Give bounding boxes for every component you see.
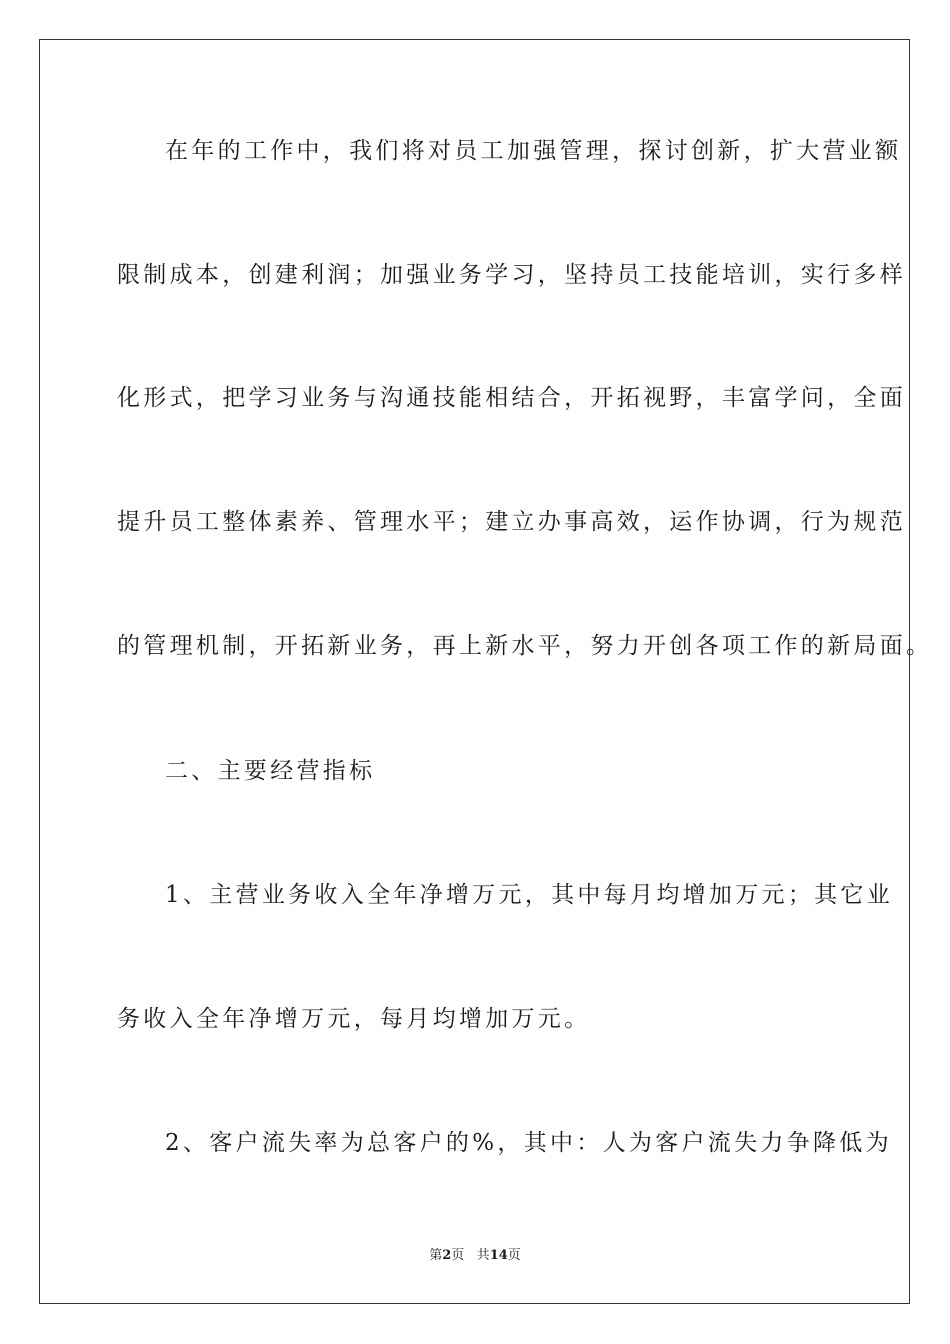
paragraph-line: 提升员工整体素养、管理水平；建立办事高效，运作协调，行为规范 [117,509,906,535]
total-pages: 14 [489,1248,508,1263]
paragraph-line: 1、主营业务收入全年净增万元，其中每月均增加万元；其它业 [165,882,894,908]
paragraph-line: 的管理机制，开拓新业务，再上新水平，努力开创各项工作的新局面。 [117,633,933,659]
paragraph-line: 化形式，把学习业务与沟通技能相结合，开拓视野，丰富学问，全面 [117,385,906,411]
paragraph-line: 在年的工作中，我们将对员工加强管理，探讨创新，扩大营业额 [165,138,902,164]
page-prefix: 第 [429,1248,443,1263]
total-prefix: 共 [476,1248,490,1263]
page-frame [39,39,910,1304]
paragraph-line: 2、客户流失率为总客户的%，其中：人为客户流失力争降低为 [165,1130,892,1156]
paragraph-line: 限制成本，创建利润；加强业务学习，坚持员工技能培训，实行多样 [117,262,906,288]
page-number: 2 [442,1248,452,1263]
section-heading: 二、主要经营指标 [165,758,376,784]
page-suffix: 页 [451,1248,465,1263]
paragraph-line: 务收入全年净增万元，每月均增加万元。 [117,1006,591,1032]
page-footer [0,1247,950,1265]
total-suffix: 页 [507,1248,521,1263]
